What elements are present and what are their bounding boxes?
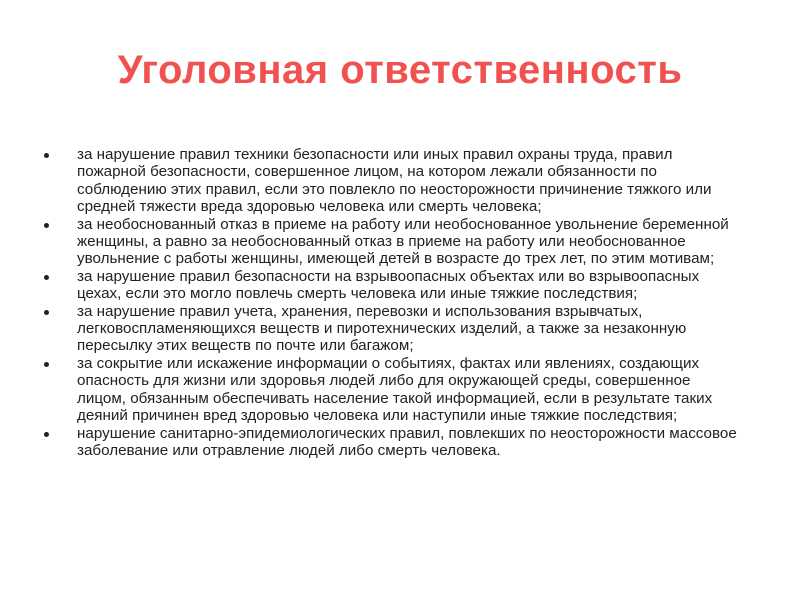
list-item <box>40 303 740 355</box>
list-item-text: нарушение санитарно-эпидемиологических правил, повлекших по неосторожности массовое заболевание или отравление людей либо смерть человека. <box>77 424 737 459</box>
list-item <box>40 355 740 425</box>
bullet-dot-icon <box>44 275 49 280</box>
list-item-text: за сокрытие или искажение информации о событиях, фактах или явлениях, создающих опасность для жизни или здоровья людей либо для окружающей среды, совершенное лицом, обязанным обеспечивать население такой информацией, если в результате таких деяний причинен вред здоровью человека или наступили иные тяжкие последствия; <box>77 354 713 425</box>
list-item-text: за нарушение правил техники безопасности или иных правил охраны труда, правил пожарной безопасности, совершенное лицом, на котором лежали обязанности по соблюдению этих правил, если это повлекло по неосторожности причинение тяжкого или средней тяжести вреда здоровью человека или смерть человека; <box>77 146 712 216</box>
list-item <box>40 146 740 216</box>
bullet-list <box>40 146 740 459</box>
list-item <box>40 216 740 268</box>
list-item <box>40 268 740 303</box>
bullet-dot-icon <box>44 153 49 158</box>
list-item-text: за необоснованный отказ в приеме на работу или необоснованное увольнение беременной женщины, а равно за необоснованный отказ в приеме на работу или необоснованное увольнение с работы женщины, имеющей детей в возрасте до трех лет, по этим мотивам; <box>77 215 729 268</box>
bullet-dot-icon <box>44 310 49 315</box>
slide-title: Уголовная ответственность <box>117 48 683 92</box>
list-item-text: за нарушение правил безопасности на взрывоопасных объектах или во взрывоопасных цехах, если это могло повлечь смерть человека или иные тяжкие последствия; <box>77 267 700 303</box>
list-item-text: за нарушение правил учета, хранения, перевозки и использования взрывчатых, легковоспламеняющихся веществ и пиротехнических изделий, а также за незаконную пересылку этих веществ по почте или багажом; <box>77 302 687 355</box>
list-item <box>40 425 740 460</box>
bullet-dot-icon <box>44 223 49 228</box>
bullet-dot-icon <box>44 432 49 437</box>
bullet-dot-icon <box>44 362 49 367</box>
